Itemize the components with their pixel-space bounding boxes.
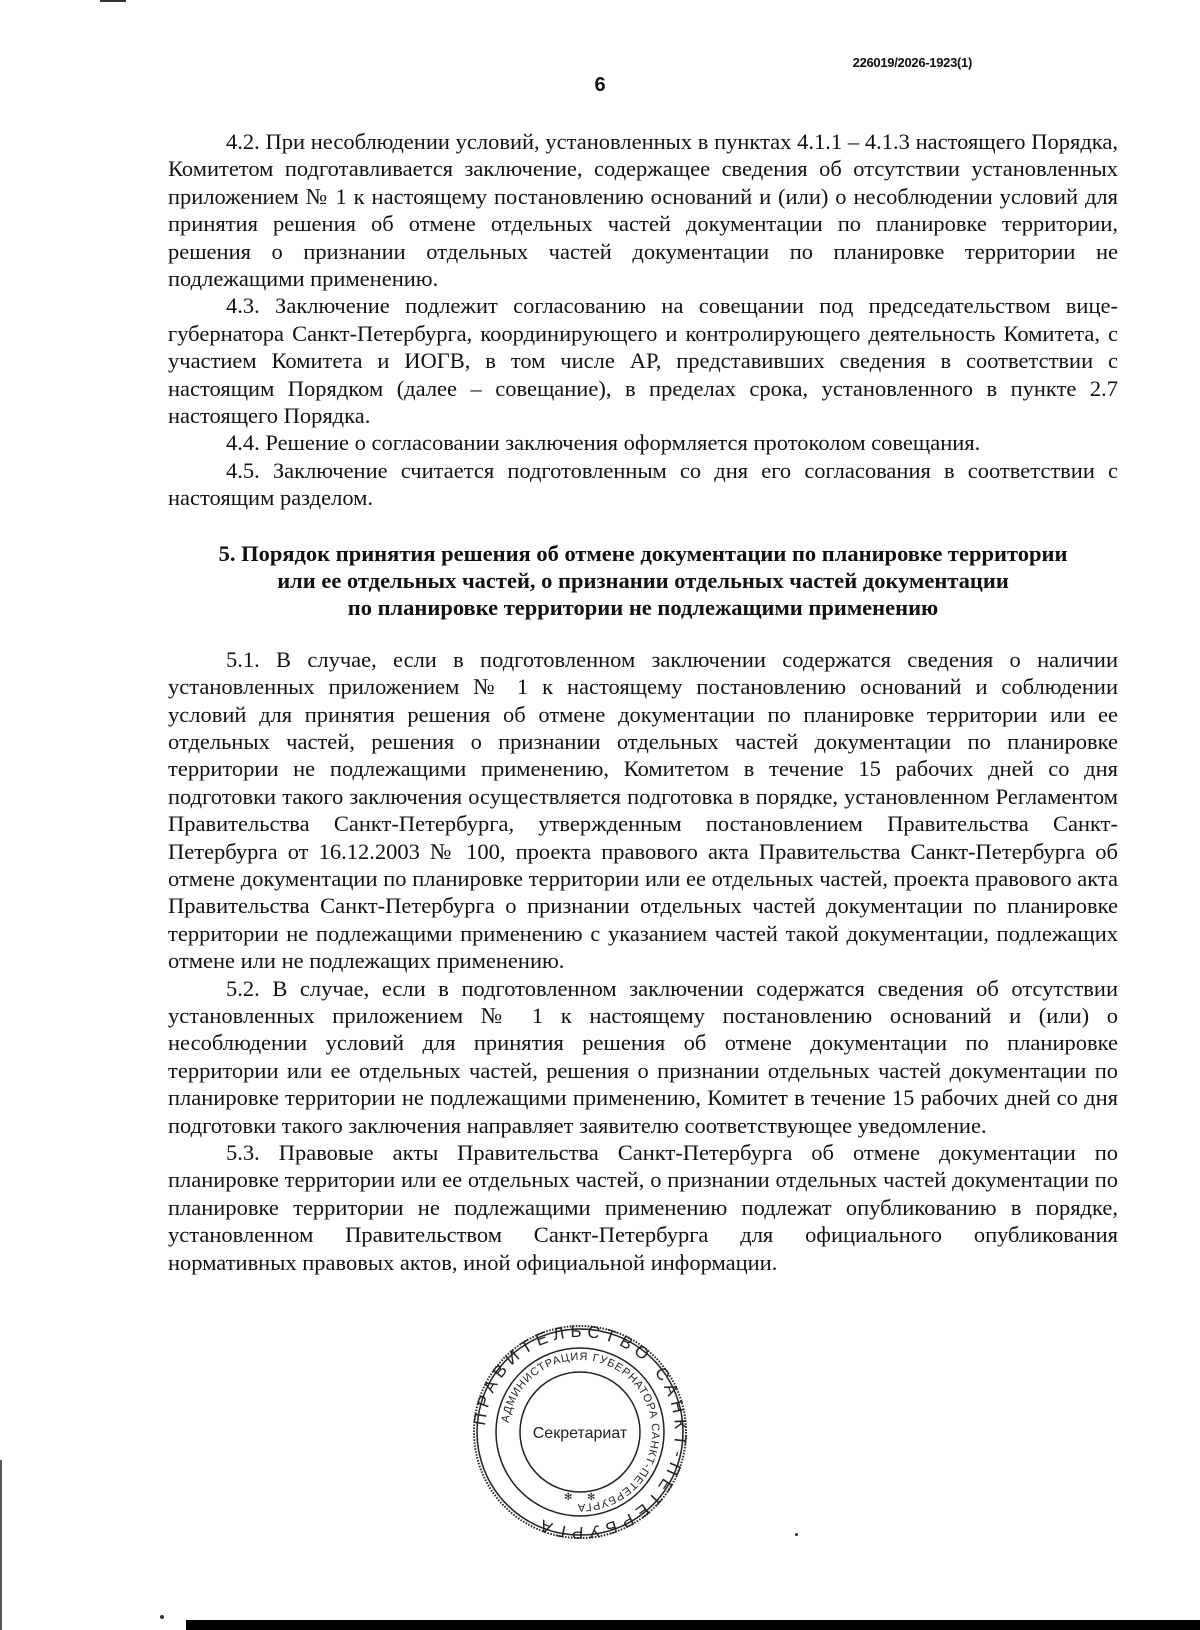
paragraph-5-1: 5.1. В случае, если в подготовленном заключении содержатся сведения о наличии установленных приложением № 1 к настоящему постановлению оснований и соблюдении условий для принятия решения об отмене документации по планировке территории или ее отдельных частей, решения о признании отдельных частей документации по планировке территории не подлежащими применению, Комитетом в течение 15 рабочих дней со дня подготовки такого заключения осуществляется подготовка в порядке, установленном Регламентом Правительства Санкт-Петербурга, утвержденным постановлением Правительства Санкт-Петербурга от 16.12.2003 № 100, проекта правового акта Правительства Санкт-Петербурга об отмене документации по планировке территории или ее отдельных частей, проекта правового акта Правительства Санкт-Петербурга о признании отдельных частей документации по планировке территории не подлежащими применению с указанием частей такой документации, подлежащих отмене или не подлежащих применению.	[168, 646, 1118, 974]
paragraph-5-2: 5.2. В случае, если в подготовленном заключении содержатся сведения об отсутствии установленных приложением № 1 к настоящему постановлению оснований и (или) о несоблюдении условий для принятия решения об отмене документации по планировке территории или ее отдельных частей, решения о признании отдельных частей документации по планировке территории не подлежащими применению, Комитет в течение 15 рабочих дней со дня подготовки такого заключения направляет заявителю соответствующее уведомление.	[168, 975, 1118, 1138]
document-number: 226019/2026-1923(1)	[852, 55, 972, 70]
scan-edge-mark	[100, 0, 126, 2]
official-seal	[470, 1322, 690, 1542]
section-5-heading	[168, 540, 1118, 621]
paragraph-5-3: 5.3. Правовые акты Правительства Санкт-Петербурга об отмене документации по планировке территории или ее отдельных частей, о признании отдельных частей документации по планировке территории не подлежащими применению подлежат опубликованию в порядке, установленном Правительством Санкт-Петербурга для официального опубликования нормативных правовых актов, иной официальной информации.	[168, 1140, 1118, 1275]
paragraph-4-2: 4.2. При несоблюдении условий, установленных в пунктах 4.1.1 – 4.1.3 настоящего Порядка, Комитетом подготавливается заключение, содержащее сведения об отсутствии установленных приложением № 1 к настоящему постановлению оснований и (или) о несоблюдении условий для принятия решения об отмене отдельных частей документации по планировке территории, решения о признании отдельных частей документации по планировке территории не подлежащими применению.	[168, 129, 1118, 292]
scan-speck	[795, 1533, 798, 1536]
seal-outer-text: ПРАВИТЕЛЬСТВО САНКТ-ПЕТЕРБУРГА	[470, 1322, 690, 1542]
section-5-heading-line: 5. Порядок принятия решения об отмене документации по планировке территории	[218, 540, 1068, 566]
seal-center-text: Секретариат	[532, 1425, 628, 1442]
seal-inner-text: АДМИНИСТРАЦИЯ ГУБЕРНАТОРА САНКТ-ПЕТЕРБУРГА	[499, 1350, 662, 1514]
seal-star-icon: ✻	[564, 1492, 573, 1503]
seal-graphic	[470, 1322, 690, 1542]
document-body	[168, 128, 1118, 1276]
section-5-heading-line: по планировке территории не подлежащими применению	[347, 594, 939, 620]
seal-star-icon: ✻	[587, 1492, 596, 1503]
page-number: 6	[594, 74, 606, 96]
scan-left-edge	[0, 1460, 2, 1630]
paragraph-4-4: 4.4. Решение о согласовании заключения оформляется протоколом совещания.	[226, 430, 981, 456]
paragraph-4-3: 4.3. Заключение подлежит согласованию на совещании под председательством вице-губернатора Санкт-Петербурга, координирующего и контролирующего деятельность Комитета, с участием Комитета и ИОГВ, в том числе АР, представивших сведения в соответствии с настоящим Порядком (далее – совещание), в пределах срока, установленного в пункте 2.7 настоящего Порядка.	[168, 293, 1118, 429]
scan-bottom-edge	[186, 1620, 1200, 1630]
paragraph-4-5: 4.5. Заключение считается подготовленным со дня его согласования в соответствии с настоящим разделом.	[168, 457, 1118, 511]
section-5-heading-line: или ее отдельных частей, о признании отдельных частей документации	[277, 567, 1009, 593]
scan-speck	[160, 1615, 164, 1619]
